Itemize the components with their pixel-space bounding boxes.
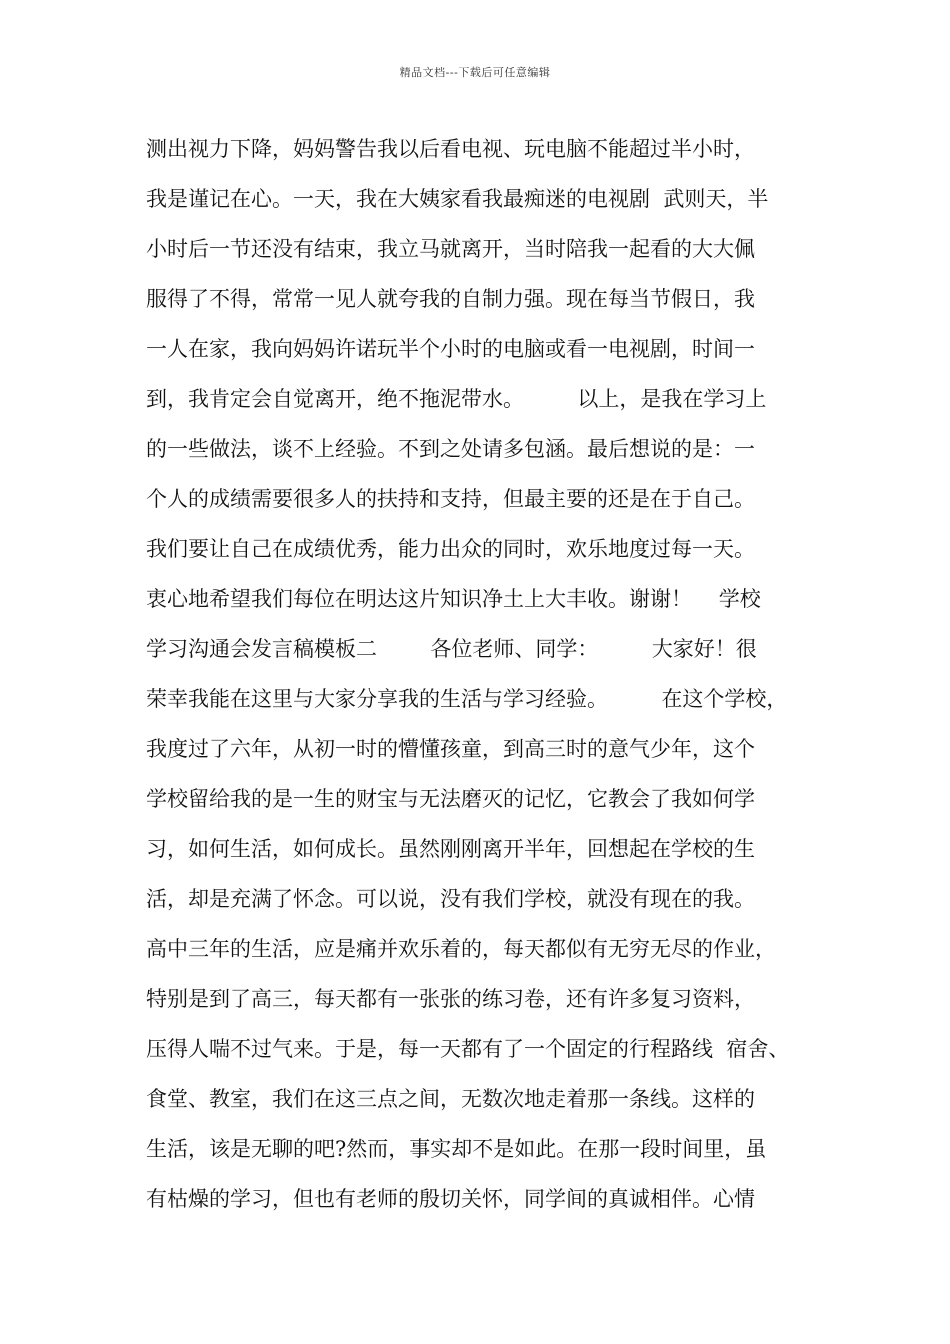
text-line <box>146 779 826 829</box>
line-text: 我们要让自己在成绩优秀，能力出众的同时，欢乐地度过每一天。 <box>146 537 755 561</box>
text-line <box>146 879 826 929</box>
text-line <box>146 1079 826 1129</box>
line-text: 我度过了六年，从初一时的懵懂孩童，到高三时的意气少年，这个 <box>146 737 755 761</box>
text-line <box>146 829 826 879</box>
page-header: 精品文档---下载后可任意编辑 <box>399 66 551 79</box>
text-line <box>146 429 826 479</box>
text-line <box>146 729 826 779</box>
line-text: 测出视力下降，妈妈警告我以后看电视、玩电脑不能超过半小时， <box>146 137 755 161</box>
text-line <box>146 179 826 229</box>
text-line <box>146 1179 826 1229</box>
line-text: 压得人喘不过气来。于是，每一天都有了一个固定的行程路线 宿舍、 <box>146 1037 790 1061</box>
text-line <box>146 529 826 579</box>
body-text <box>146 129 826 1229</box>
line-text: 衷心地希望我们每位在明达这片知识净土上大丰收。谢谢！ 学校 <box>146 587 761 611</box>
text-line <box>146 129 826 179</box>
line-text: 学校留给我的是一生的财宝与无法磨灭的记忆，它教会了我如何学 <box>146 787 755 811</box>
text-line <box>146 279 826 329</box>
line-text: 个人的成绩需要很多人的扶持和支持，但最主要的还是在于自己。 <box>146 487 755 511</box>
text-line <box>146 579 826 629</box>
line-text: 高中三年的生活，应是痛并欢乐着的，每天都似有无穷无尽的作业， <box>146 937 776 961</box>
line-text: 我是谨记在心。一天，我在大姨家看我最痴迷的电视剧 武则天，半 <box>146 187 769 211</box>
line-text: 荣幸我能在这里与大家分享我的生活与学习经验。 在这个学校， <box>146 687 788 711</box>
text-line <box>146 979 826 1029</box>
text-line <box>146 379 826 429</box>
line-text: 学习沟通会发言稿模板二 各位老师、同学： 大家好！很 <box>146 637 757 661</box>
text-line <box>146 929 826 979</box>
line-text: 习，如何生活，如何成长。虽然刚刚离开半年，回想起在学校的生 <box>146 837 755 861</box>
text-line <box>146 329 826 379</box>
text-line <box>146 1129 826 1179</box>
text-line <box>146 229 826 279</box>
text-line <box>146 1029 826 1079</box>
line-text: 特别是到了高三，每天都有一张张的练习卷，还有许多复习资料， <box>146 987 755 1011</box>
line-text: 生活，该是无聊的吧?然而，事实却不是如此。在那一段时间里，虽 <box>146 1137 767 1161</box>
line-text: 有枯燥的学习，但也有老师的殷切关怀，同学间的真诚相伴。心情 <box>146 1187 755 1211</box>
line-text: 一人在家，我向妈妈许诺玩半个小时的电脑或看一电视剧，时间一 <box>146 337 755 361</box>
text-line <box>146 629 826 679</box>
line-text: 到，我肯定会自觉离开，绝不拖泥带水。 以上，是我在学习上 <box>146 387 767 411</box>
text-line <box>146 479 826 529</box>
line-text: 小时后一节还没有结束，我立马就离开，当时陪我一起看的大大佩 <box>146 237 755 261</box>
line-text: 活，却是充满了怀念。可以说，没有我们学校，就没有现在的我。 <box>146 887 755 911</box>
line-text: 的一些做法，谈不上经验。不到之处请多包涵。最后想说的是：一 <box>146 437 755 461</box>
text-line <box>146 679 826 729</box>
line-text: 服得了不得，常常一见人就夸我的自制力强。现在每当节假日，我 <box>146 287 755 311</box>
line-text: 食堂、教室，我们在这三点之间，无数次地走着那一条线。这样的 <box>146 1087 755 1111</box>
